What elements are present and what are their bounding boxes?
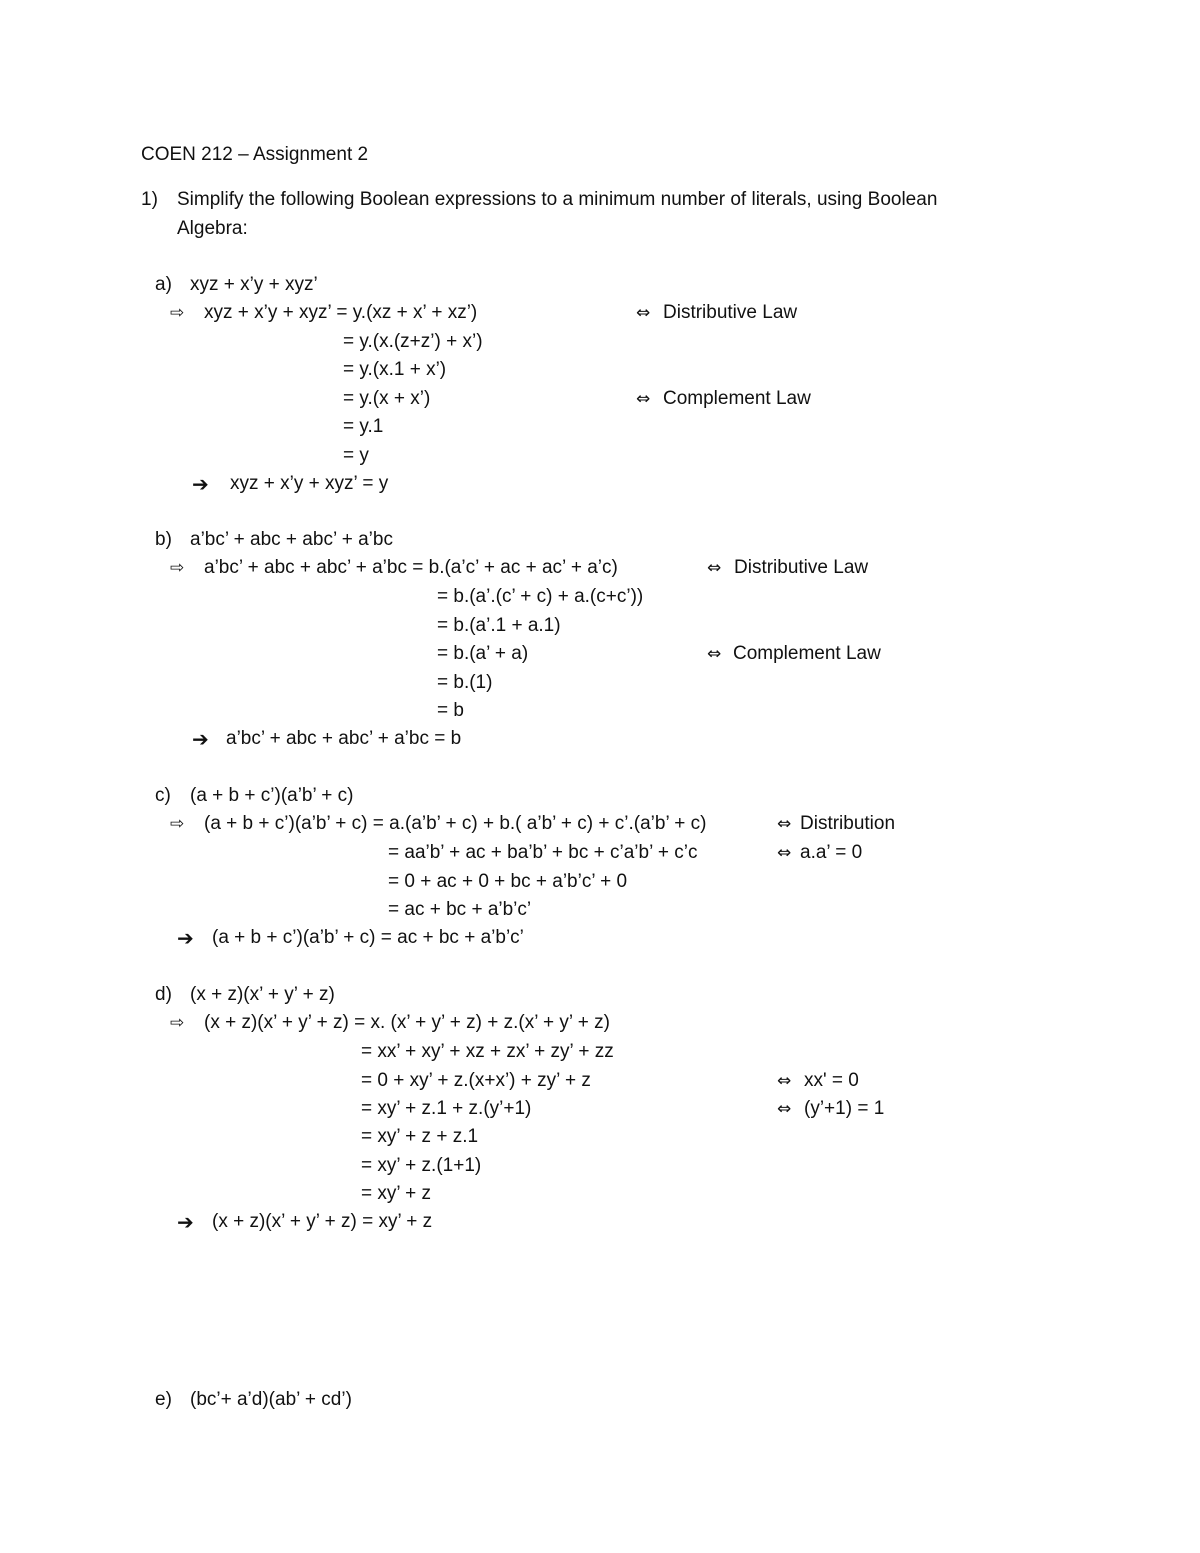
result-arrow-icon: ➔ [177, 1210, 194, 1234]
step-arrow-icon: ⇨ [170, 814, 185, 834]
result-arrow-icon: ➔ [192, 472, 209, 496]
question-number: 1) [141, 189, 158, 210]
part-expression: a’bc’ + abc + abc’ + a’bc [190, 529, 393, 550]
law-marker-icon: ⇔ [707, 558, 722, 578]
law-note: Complement Law [733, 643, 881, 664]
first-step: (x + z)(x’ + y’ + z) = x. (x’ + y’ + z) + z.(x’ + y’ + z) [204, 1012, 610, 1033]
law-marker-icon: ⇔ [636, 389, 651, 409]
step: = b.(a’.(c’ + c) + a.(c+c’)) [437, 586, 644, 607]
result: (x + z)(x’ + y’ + z) = xy’ + z [212, 1211, 433, 1232]
law-marker-icon: ⇔ [777, 1099, 792, 1119]
part-label: a) [155, 274, 172, 295]
step-arrow-icon: ⇨ [170, 1013, 185, 1033]
part-expression: (x + z)(x’ + y’ + z) [190, 984, 335, 1005]
step-arrow-icon: ⇨ [170, 558, 185, 578]
law-note: Distributive Law [734, 557, 869, 578]
step: = ac + bc + a’b’c’ [388, 899, 532, 920]
law-marker-icon: ⇔ [707, 644, 722, 664]
part-label: d) [155, 984, 172, 1005]
result-arrow-icon: ➔ [192, 727, 209, 751]
step: = y [343, 445, 369, 466]
part-label: c) [155, 785, 171, 806]
law-note: Distributive Law [663, 302, 798, 323]
law-marker-icon: ⇔ [777, 1071, 792, 1091]
step: = 0 + xy’ + z.(x+x’) + zy’ + z [361, 1070, 591, 1091]
step: = y.(x + x’) [343, 388, 431, 409]
result: a’bc’ + abc + abc’ + a’bc = b [226, 728, 462, 749]
part-label: e) [155, 1389, 172, 1410]
law-note: xx' = 0 [804, 1070, 859, 1091]
law-marker-icon: ⇔ [777, 814, 792, 834]
step: = xy’ + z + z.1 [361, 1126, 479, 1147]
step: = aa’b’ + ac + ba’b’ + bc + c’a’b’ + c’c [388, 842, 698, 863]
first-step: xyz + x’y + xyz’ = y.(xz + x’ + xz’) [204, 302, 478, 323]
step: = xx’ + xy’ + xz + zx’ + zy’ + zz [361, 1041, 614, 1062]
question-text-line-2: Algebra: [177, 218, 248, 239]
step: = y.1 [343, 416, 384, 437]
part-expression: (bc’+ a’d)(ab’ + cd’) [190, 1389, 352, 1410]
law-note: (y’+1) = 1 [804, 1098, 885, 1119]
step: = xy’ + z.1 + z.(y’+1) [361, 1098, 532, 1119]
step: = b.(a’.1 + a.1) [437, 615, 561, 636]
step: = xy’ + z.(1+1) [361, 1155, 482, 1176]
step: = y.(x.(z+z’) + x’) [343, 331, 483, 352]
result-arrow-icon: ➔ [177, 926, 194, 950]
law-marker-icon: ⇔ [777, 843, 792, 863]
step: = b.(a’ + a) [437, 643, 529, 664]
law-note: Distribution [800, 813, 896, 834]
step: = 0 + ac + 0 + bc + a’b’c’ + 0 [388, 871, 628, 892]
part-expression: (a + b + c’)(a’b’ + c) [190, 785, 354, 806]
result: (a + b + c’)(a’b’ + c) = ac + bc + a’b’c’ [212, 927, 524, 948]
first-step: (a + b + c’)(a’b’ + c) = a.(a’b’ + c) + b.( a’b’ + c) + c’.(a’b’ + c) [204, 813, 707, 834]
page-title: COEN 212 – Assignment 2 [141, 144, 369, 165]
step: = y.(x.1 + x’) [343, 359, 447, 380]
law-note: a.a’ = 0 [800, 842, 863, 863]
part-expression: xyz + x’y + xyz’ [190, 274, 318, 295]
step-arrow-icon: ⇨ [170, 303, 185, 323]
law-note: Complement Law [663, 388, 811, 409]
law-marker-icon: ⇔ [636, 303, 651, 323]
step: = b.(1) [437, 672, 493, 693]
step: = xy’ + z [361, 1183, 432, 1204]
part-label: b) [155, 529, 172, 550]
step: = b [437, 700, 464, 721]
question-text-line-1: Simplify the following Boolean expressions to a minimum number of literals, using Boolean [177, 189, 938, 210]
first-step: a’bc’ + abc + abc’ + a’bc = b.(a’c’ + ac + ac’ + a’c) [204, 557, 618, 578]
result: xyz + x’y + xyz’ = y [230, 473, 389, 494]
